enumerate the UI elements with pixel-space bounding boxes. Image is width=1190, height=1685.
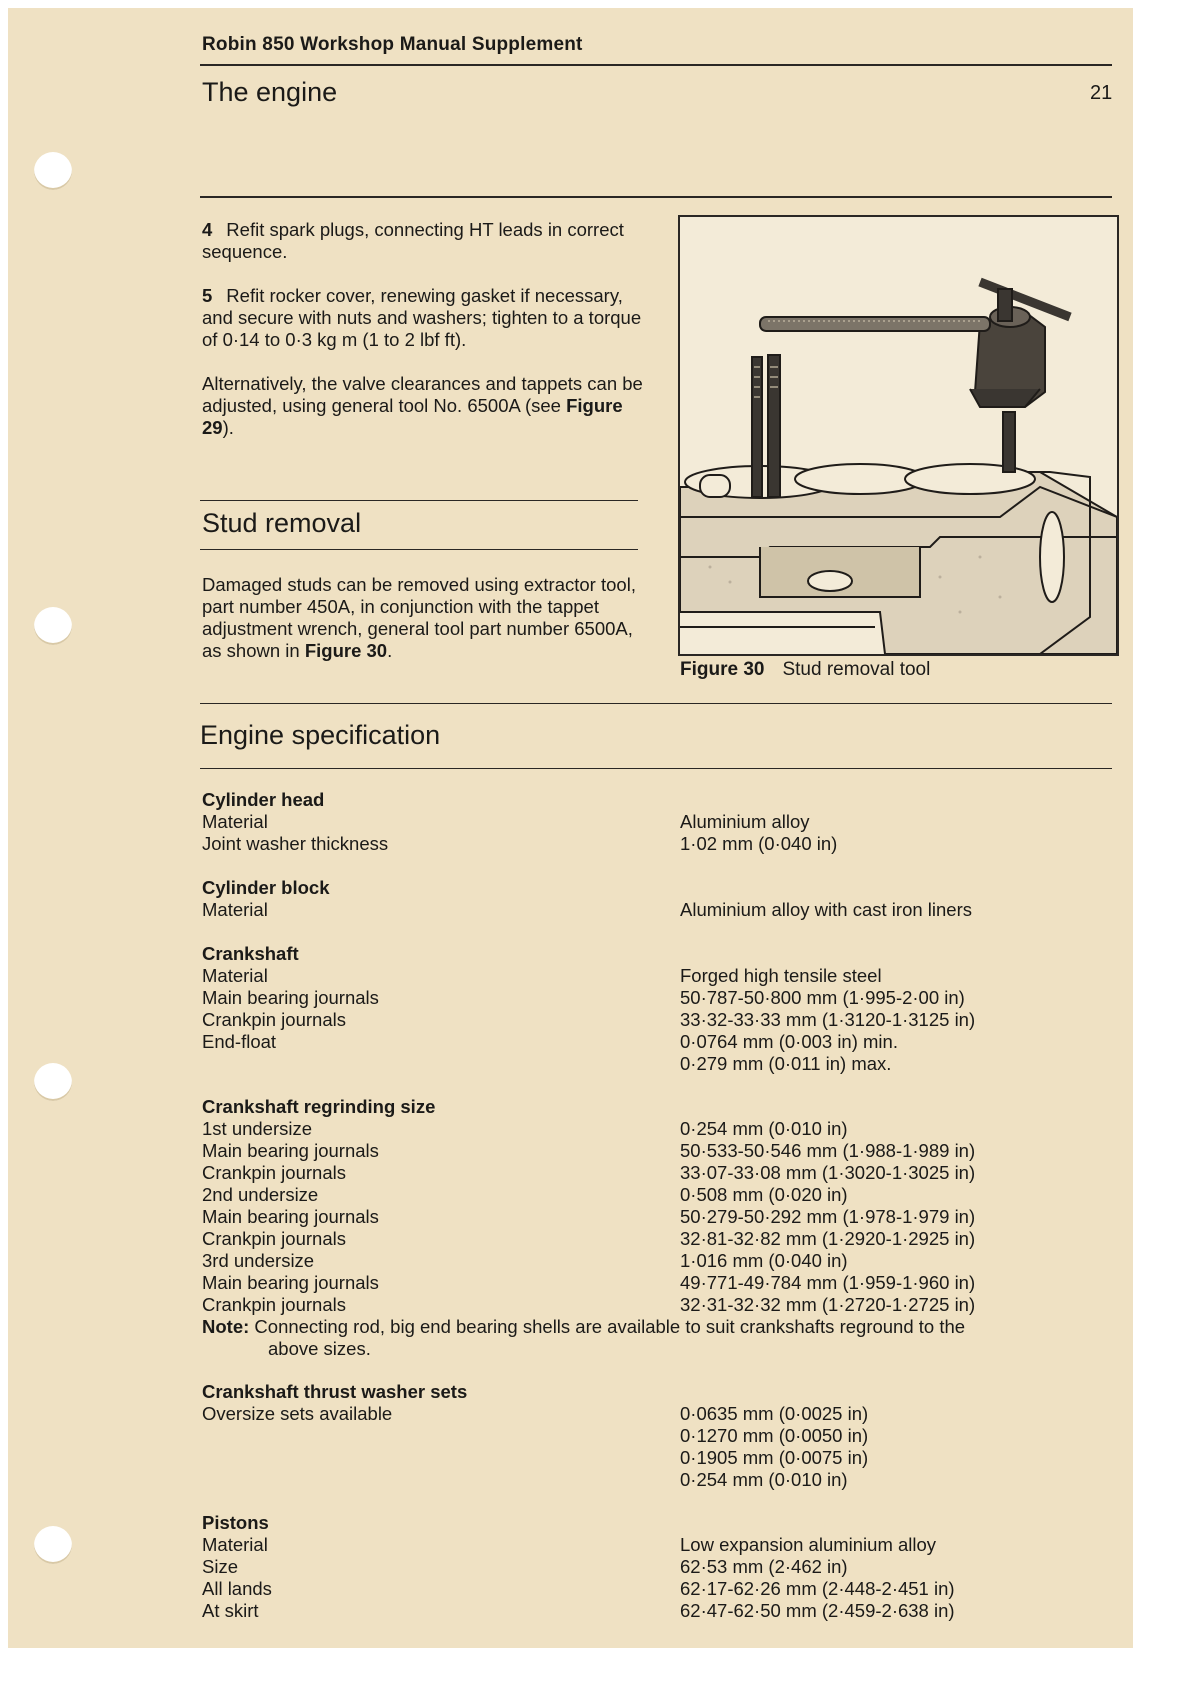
thrust-washer-heading: Crankshaft thrust washer sets: [202, 1381, 468, 1402]
spec-value: 50·279-50·292 mm (1·978-1·979 in): [680, 1206, 976, 1227]
binder-hole: [34, 1526, 72, 1564]
spec-value: Aluminium alloy: [680, 811, 810, 832]
spec-value: 0·279 mm (0·011 in) max.: [680, 1053, 892, 1074]
spec-label: Joint washer thickness: [202, 833, 389, 854]
cylinder-block-heading: Cylinder block: [202, 877, 330, 898]
spec-value: Low expansion aluminium alloy: [680, 1534, 937, 1555]
note-continuation: above sizes.: [268, 1338, 371, 1359]
spec-label: End-float: [202, 1031, 277, 1052]
stud-removal-end: .: [387, 640, 393, 661]
spec-label: Oversize sets available: [202, 1403, 393, 1424]
cylinder-head-heading: Cylinder head: [202, 789, 325, 810]
spec-label: Material: [202, 899, 268, 920]
step-number: 5: [202, 285, 213, 306]
spec-label: Main bearing journals: [202, 1206, 379, 1227]
spec-label: 3rd undersize: [202, 1250, 315, 1271]
spec-label: 1st undersize: [202, 1118, 313, 1139]
section-title: The engine: [202, 77, 338, 107]
spec-value: 0·508 mm (0·020 in): [680, 1184, 848, 1205]
alternative-text: Alternatively, the valve clearances and tappets can be adjusted, using general tool No. 6500A (see: [202, 373, 643, 416]
alternative-note: [202, 373, 652, 439]
stud-removal-tool-drawing: [680, 217, 1117, 654]
step-5: [202, 285, 652, 351]
figure-reference: Figure 30: [304, 640, 388, 661]
binder-hole: [34, 607, 72, 645]
spec-label: 2nd undersize: [202, 1184, 319, 1205]
binder-hole: [34, 152, 72, 190]
spec-value: 33·07-33·08 mm (1·3020-1·3025 in): [680, 1162, 976, 1183]
spec-label: Main bearing journals: [202, 987, 379, 1008]
spec-label: Material: [202, 965, 268, 986]
spec-value: 0·1905 mm (0·0075 in): [680, 1447, 869, 1468]
spec-value: Aluminium alloy with cast iron liners: [680, 899, 972, 920]
header-rule: [200, 64, 1112, 66]
note-label: Note:: [202, 1316, 250, 1337]
step-text: Refit rocker cover, renewing gasket if necessary, and secure with nuts and washers; tighten to a torque of 0·14 to 0·3 kg m (1 to 2 lbf ft).: [202, 285, 642, 350]
spec-value: 62·17-62·26 mm (2·448-2·451 in): [680, 1578, 955, 1599]
step-4: [202, 219, 652, 263]
spec-value: 1·016 mm (0·040 in): [680, 1250, 848, 1271]
alternative-end: ).: [222, 417, 234, 438]
page-number: 21: [1090, 82, 1113, 104]
stud-removal-text: [202, 574, 652, 662]
spec-value: 0·1270 mm (0·0050 in): [680, 1425, 869, 1446]
spec-value: 32·81-32·82 mm (1·2920-1·2925 in): [680, 1228, 976, 1249]
spec-label: All lands: [202, 1578, 272, 1599]
step-text: Refit spark plugs, connecting HT leads in correct sequence.: [202, 219, 624, 262]
spec-value: 0·0635 mm (0·0025 in): [680, 1403, 869, 1424]
pistons-heading: Pistons: [202, 1512, 269, 1533]
spec-value: 32·31-32·32 mm (1·2720-1·2725 in): [680, 1294, 976, 1315]
spec-value: 62·47-62·50 mm (2·459-2·638 in): [680, 1600, 955, 1621]
figure-30-illustration: [678, 215, 1119, 656]
note-text: Connecting rod, big end bearing shells are available to suit crankshafts reground to the: [254, 1316, 966, 1337]
spec-label: Material: [202, 1534, 268, 1555]
spec-label: At skirt: [202, 1600, 259, 1621]
figure-caption-text: Stud removal tool: [782, 659, 931, 680]
stud-removal-body: Damaged studs can be removed using extractor tool, part number 450A, in conjunction with the tappet adjustment wrench, general tool part number 6500A, as shown in: [202, 574, 636, 661]
spec-value: 50·787-50·800 mm (1·995-2·00 in): [680, 987, 965, 1008]
stud-removal-heading: Stud removal: [202, 508, 362, 538]
step-number: 4: [202, 219, 213, 240]
stud-rule-top: [200, 500, 638, 501]
spec-label: Crankpin journals: [202, 1228, 346, 1249]
figure-caption: [680, 659, 930, 681]
spec-value: Forged high tensile steel: [680, 965, 882, 986]
spec-label: Main bearing journals: [202, 1272, 379, 1293]
spec-value: 50·533-50·546 mm (1·988-1·989 in): [680, 1140, 976, 1161]
engine-specification-heading: Engine specification: [200, 720, 441, 750]
spec-value: 0·0764 mm (0·003 in) min.: [680, 1031, 898, 1052]
figure-reference: Figure 29: [202, 395, 623, 438]
binder-hole: [34, 1063, 72, 1101]
spec-label: Crankpin journals: [202, 1294, 346, 1315]
spec-label: Crankpin journals: [202, 1162, 346, 1183]
spec-value: 49·771-49·784 mm (1·959-1·960 in): [680, 1272, 976, 1293]
stud-rule-bottom: [200, 549, 638, 550]
regrind-note: [202, 1316, 1082, 1360]
spec-label: Material: [202, 811, 268, 832]
spec-label: Crankpin journals: [202, 1009, 346, 1030]
spec-value: 1·02 mm (0·040 in): [680, 833, 838, 854]
figure-label: Figure 30: [680, 659, 765, 680]
spec-rule-top: [200, 703, 1112, 704]
crankshaft-heading: Crankshaft: [202, 943, 299, 964]
spec-label: Main bearing journals: [202, 1140, 379, 1161]
manual-title: Robin 850 Workshop Manual Supplement: [202, 34, 583, 55]
spec-value: 0·254 mm (0·010 in): [680, 1118, 848, 1139]
spec-value: 33·32-33·33 mm (1·3120-1·3125 in): [680, 1009, 976, 1030]
spec-label: Size: [202, 1556, 238, 1577]
section-rule: [200, 196, 1112, 198]
spec-rule-bottom: [200, 768, 1112, 769]
spec-value: 0·254 mm (0·010 in): [680, 1469, 848, 1490]
regrind-heading: Crankshaft regrinding size: [202, 1096, 436, 1117]
spec-value: 62·53 mm (2·462 in): [680, 1556, 848, 1577]
